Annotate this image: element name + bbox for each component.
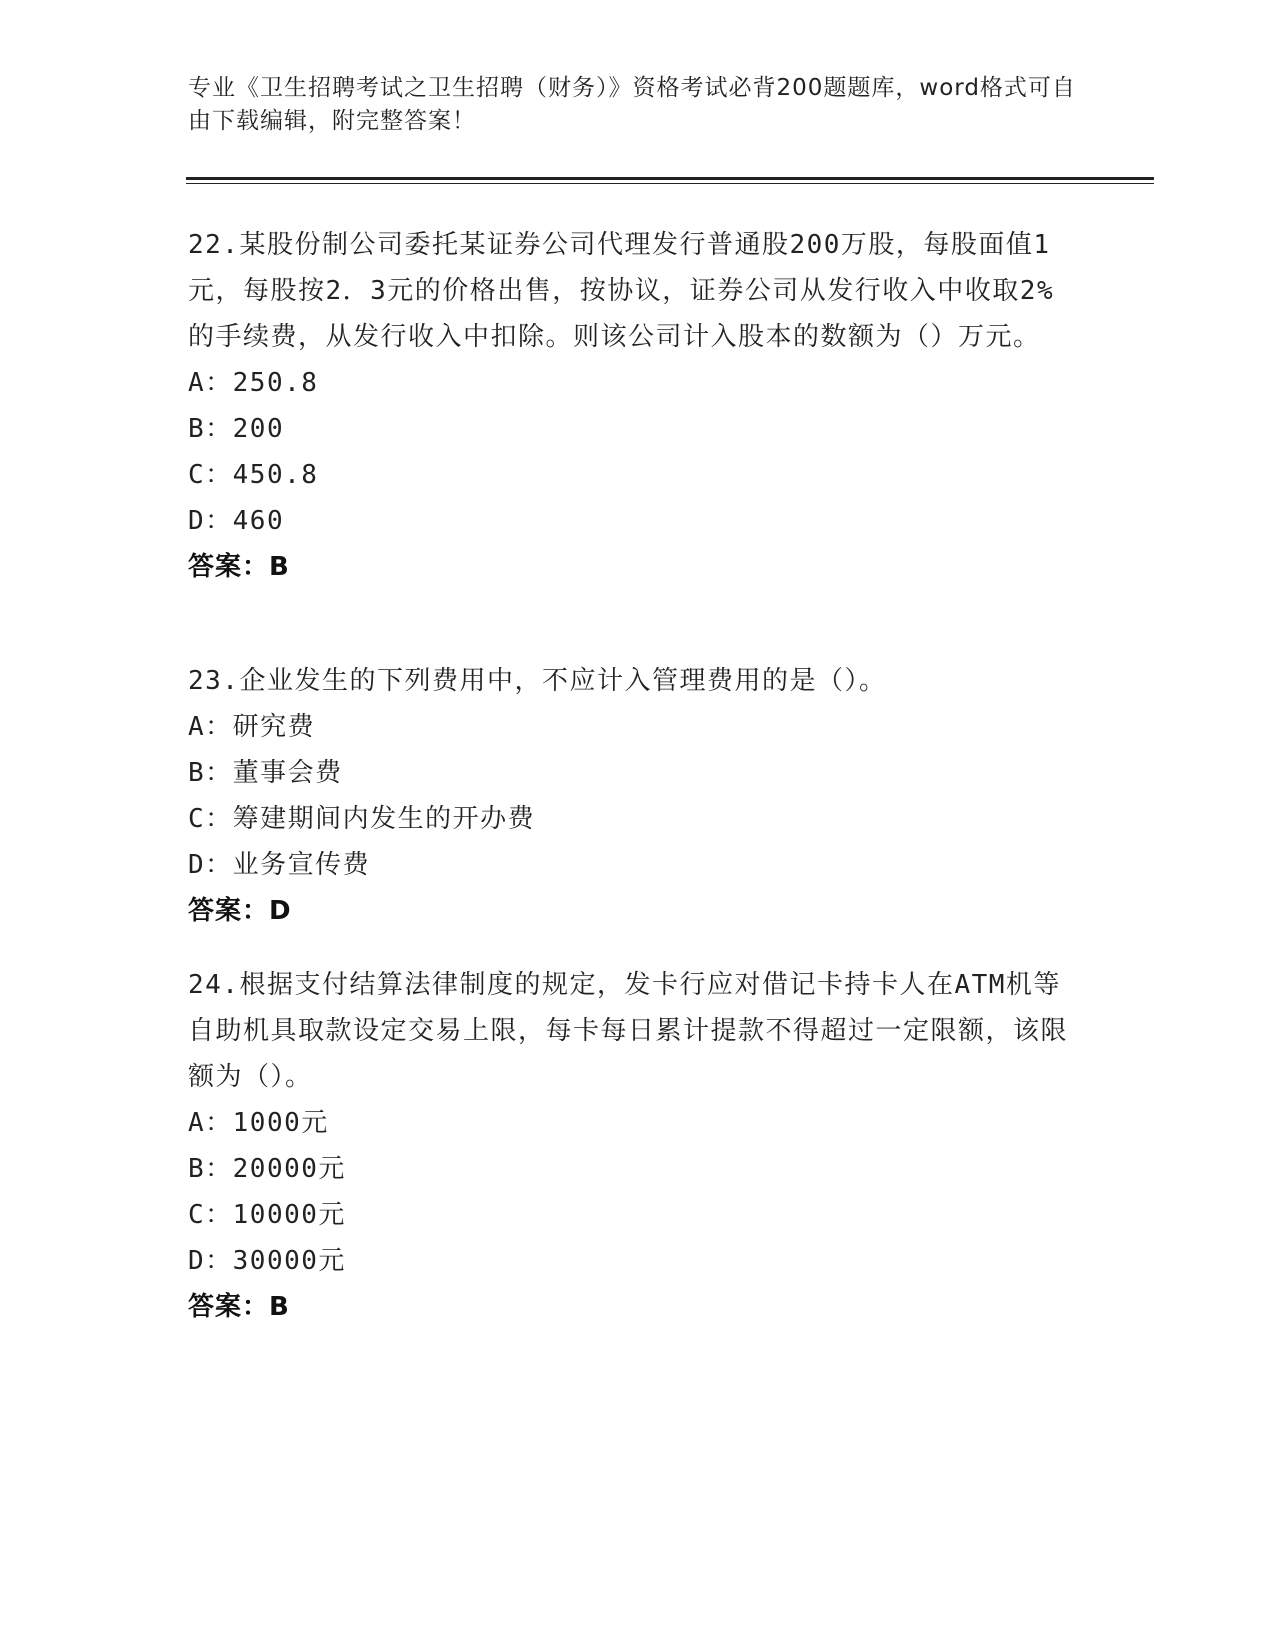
option-d: D：460 xyxy=(188,506,285,536)
option-d: D：业务宣传费 xyxy=(188,850,371,880)
question-stem: 22.某股份制公司委托某证券公司代理发行普通股200万股，每股面值1元，每股按2．3元的价格出售，按协议，证券公司从发行收入中收取2%的手续费，从发行收入中扣除。则该公司计入股本的数额为（）万元。 xyxy=(188,230,1055,352)
answer-line: 答案：B xyxy=(188,552,290,582)
answer-line: 答案：B xyxy=(188,1292,290,1322)
question-block-23 xyxy=(188,658,1078,934)
question-stem: 24.根据支付结算法律制度的规定，发卡行应对借记卡持卡人在ATM机等自助机具取款设定交易上限，每卡每日累计提款不得超过一定限额，该限额为（）。 xyxy=(188,970,1069,1092)
document-header: 专业《卫生招聘考试之卫生招聘（财务）》资格考试必背200题题库，word格式可自由下载编辑，附完整答案！ xyxy=(188,75,1076,134)
option-a: A：1000元 xyxy=(188,1108,329,1138)
answer-line: 答案：D xyxy=(188,896,292,926)
question-stem: 23.企业发生的下列费用中，不应计入管理费用的是（）。 xyxy=(188,666,887,696)
option-b: B：董事会费 xyxy=(188,758,343,788)
option-a: A：250.8 xyxy=(188,368,319,398)
option-c: C：10000元 xyxy=(188,1200,346,1230)
header-divider-thin xyxy=(186,183,1154,184)
option-c: C：筹建期间内发生的开办费 xyxy=(188,804,536,834)
header-divider-thick xyxy=(186,177,1154,180)
option-d: D：30000元 xyxy=(188,1246,346,1276)
option-b: B：200 xyxy=(188,414,285,444)
question-block-22 xyxy=(188,222,1078,590)
option-a: A：研究费 xyxy=(188,712,316,742)
option-c: C：450.8 xyxy=(188,460,319,490)
question-block-24 xyxy=(188,962,1078,1330)
option-b: B：20000元 xyxy=(188,1154,346,1184)
